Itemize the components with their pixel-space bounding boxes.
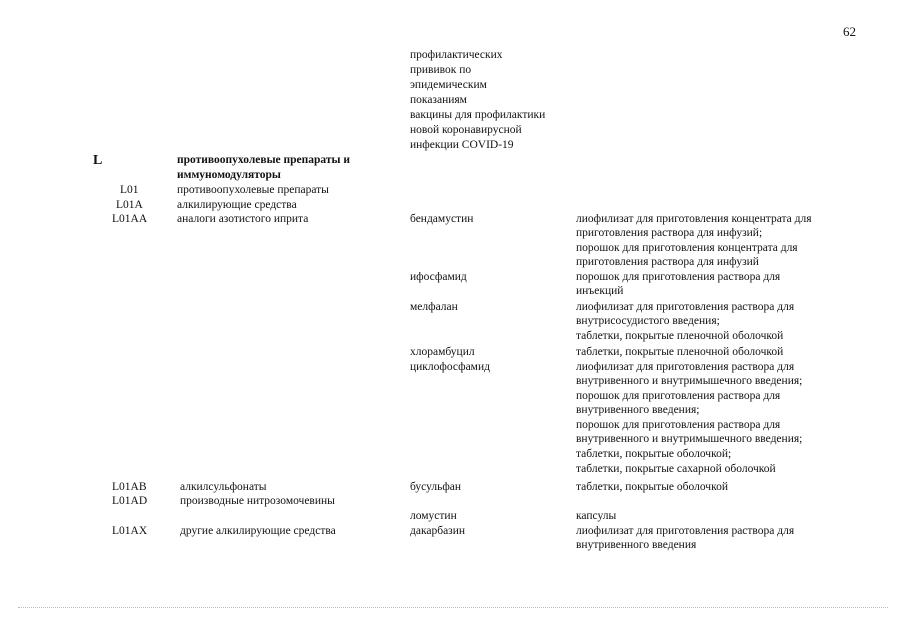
atc-group: алкилсульфонаты	[180, 481, 267, 493]
drug-name: ифосфамид	[410, 271, 467, 283]
dosage-form: таблетки, покрытые оболочкой;	[576, 448, 732, 460]
page-number: 62	[843, 24, 856, 39]
dosage-form: внутривенного введения;	[576, 404, 700, 416]
atc-code: L01AB	[112, 481, 147, 493]
dosage-form: лиофилизат для приготовления раствора для	[576, 361, 795, 373]
drug-name: хлорамбуцил	[410, 346, 475, 358]
dosage-form: таблетки, покрытые оболочкой	[576, 481, 728, 493]
section-title: иммуномодуляторы	[177, 169, 281, 181]
atc-code: L01	[120, 184, 139, 196]
drug-name: дакарбазин	[410, 525, 466, 537]
section-title: противоопухолевые препараты и	[177, 154, 351, 166]
top-text-line: показаниям	[410, 94, 467, 106]
top-text-line: профилактических	[410, 49, 503, 61]
drug-name: циклофосфамид	[410, 361, 490, 373]
drug-name: ломустин	[410, 510, 457, 522]
dosage-form: порошок для приготовления концентрата для	[576, 242, 798, 254]
top-text-line: эпидемическим	[410, 79, 487, 91]
atc-code: L01A	[116, 199, 143, 211]
dosage-form: внутривенного введения	[576, 539, 697, 551]
dosage-form: таблетки, покрытые пленочной оболочкой	[576, 330, 784, 342]
atc-group: аналоги азотистого иприта	[177, 213, 309, 225]
top-text-line: инфекции COVID-19	[410, 139, 514, 151]
dosage-form: внутривенного и внутримышечного введения;	[576, 433, 803, 445]
atc-code: L01AX	[112, 525, 148, 537]
dosage-form: приготовления раствора для инфузий	[576, 256, 759, 268]
dosage-form: капсулы	[576, 510, 617, 522]
dosage-form: внутривенного и внутримышечного введения;	[576, 375, 803, 387]
atc-code: L01AA	[112, 213, 148, 225]
dosage-form: лиофилизат для приготовления концентрата для	[576, 213, 812, 225]
dosage-form: лиофилизат для приготовления раствора для	[576, 301, 795, 313]
top-text-line: прививок по	[410, 64, 472, 76]
dosage-form: порошок для приготовления раствора для	[576, 419, 781, 431]
drug-name: бендамустин	[410, 213, 474, 225]
atc-group: противоопухолевые препараты	[177, 184, 329, 196]
drug-name: бусульфан	[410, 481, 462, 493]
dosage-form: внутрисосудистого введения;	[576, 315, 720, 327]
dosage-form: инъекций	[576, 285, 624, 297]
dosage-form: лиофилизат для приготовления раствора для	[576, 525, 795, 537]
top-text-line: новой коронавирусной	[410, 124, 522, 136]
atc-group: производные нитрозомочевины	[180, 495, 335, 507]
atc-code: L01AD	[112, 495, 148, 507]
dosage-form: таблетки, покрытые сахарной оболочкой	[576, 463, 776, 475]
scan-artifact-divider	[18, 607, 888, 612]
dosage-form: порошок для приготовления раствора для	[576, 390, 781, 402]
section-code: L	[93, 153, 103, 168]
drug-name: мелфалан	[410, 301, 458, 313]
atc-group: другие алкилирующие средства	[180, 525, 336, 537]
dosage-form: таблетки, покрытые пленочной оболочкой	[576, 346, 784, 358]
top-text-line: вакцины для профилактики	[410, 109, 546, 121]
dosage-form: порошок для приготовления раствора для	[576, 271, 781, 283]
dosage-form: приготовления раствора для инфузий;	[576, 227, 763, 239]
atc-group: алкилирующие средства	[177, 199, 297, 211]
